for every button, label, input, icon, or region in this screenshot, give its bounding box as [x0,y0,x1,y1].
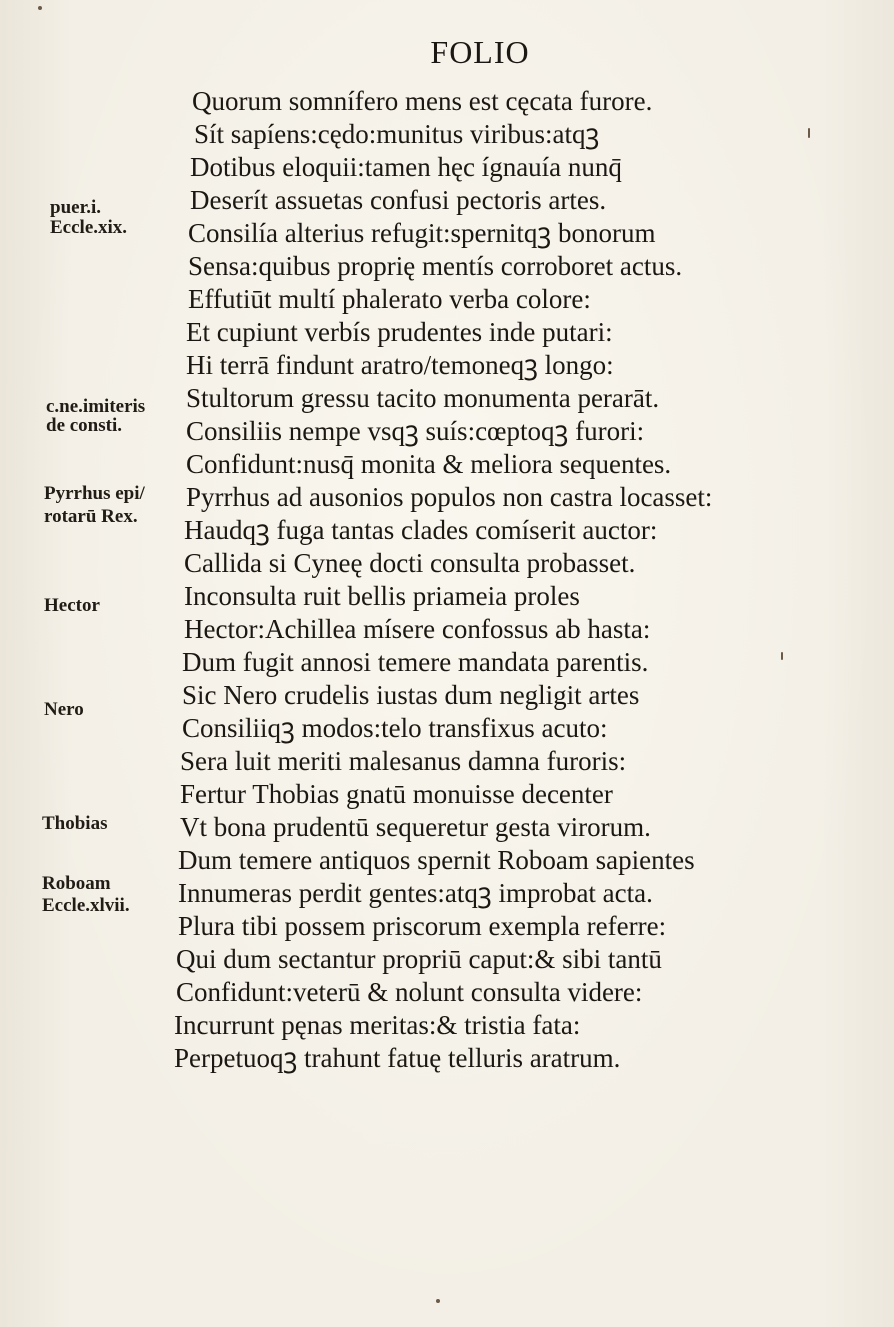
margin-note: Hector [44,595,100,616]
margin-note: Thobias [42,813,108,834]
margin-note: c.ne.imiteris [46,396,146,417]
verse-line: Pyrrhus ad ausonios populos non castra locasset: [186,482,713,512]
ink-speck [808,128,810,138]
verse-line: Consiliiqꝫ modos:telo transfixus acuto: [182,713,608,743]
verse-line: Quorum somnífero mens est cęcata furore. [192,86,653,116]
verse-line: Qui dum sectantur propriū caput:& sibi tantū [176,944,662,974]
verse-line: Sic Nero crudelis iustas dum negligit artes [182,680,640,710]
verse-line: Dum fugit annosi temere mandata parentis. [182,647,649,677]
margin-note: puer.i. [50,197,102,218]
margin-note: Eccle.xlvii. [42,895,130,916]
margin-note: rotarū Rex. [44,506,138,527]
verse-line: Hi terrā findunt aratro/temoneqꝫ longo: [186,350,614,380]
verse-line: Plura tibi possem priscorum exempla referre: [178,911,667,941]
verse-line: Confidunt:veterū & nolunt consulta videre: [176,977,643,1007]
page-header: FOLIO [430,34,530,70]
margin-note: Eccle.xix. [50,217,128,238]
margin-note: Nero [44,699,84,720]
verse-line: Fertur Thobias gnatū monuisse decenter [180,779,613,809]
verse-line: Innumeras perdit gentes:atqꝫ improbat acta. [178,878,653,908]
verse-line: Dotibus eloquii:tamen hęc ígnauía nunq̄ [190,152,622,182]
verse-line: Haudqꝫ fuga tantas clades comíserit auctor: [184,515,658,545]
margin-note: de consti. [46,415,122,436]
margin-note: Pyrrhus epi/ [44,483,145,504]
ink-speck [436,1299,440,1303]
verse-line: Inconsulta ruit bellis priameia proles [184,581,580,611]
verse-line: Callida si Cyneę docti consulta probasset. [184,548,636,578]
verse-line: Sít sapíens:cędo:munitus viribus:atqꝫ [194,119,600,149]
verse-line: Consilía alterius refugit:spernitqꝫ bonorum [188,218,656,248]
ink-speck [781,652,783,660]
verse-line: Dum temere antiquos spernit Roboam sapientes [178,845,695,875]
verse-line: Perpetuoqꝫ trahunt fatuę telluris aratrum. [174,1043,621,1073]
verse-line: Confidunt:nusq̄ monita & meliora sequentes. [186,449,672,479]
verse-line: Vt bona prudentū sequeretur gesta virorum. [180,812,651,842]
verse-line: Et cupiunt verbís prudentes inde putari: [186,317,613,347]
verse-line: Deserít assuetas confusi pectoris artes. [190,185,607,215]
ink-speck [38,6,42,10]
verse-line: Hector:Achillea mísere confossus ab hasta: [184,614,651,644]
margin-note: Roboam [42,873,111,894]
verse-line: Consiliis nempe vsqꝫ suís:cœptoqꝫ furori: [186,416,645,446]
verse-line: Incurrunt pęnas meritas:& tristia fata: [174,1010,581,1040]
verse-line: Sensa:quibus proprię mentís corroboret actus. [188,251,683,281]
verse-line: Effutiūt multí phalerato verba colore: [188,284,591,314]
verse-line: Sera luit meriti malesanus damna furoris: [180,746,627,776]
verse-line: Stultorum gressu tacito monumenta perarāt. [186,383,660,413]
